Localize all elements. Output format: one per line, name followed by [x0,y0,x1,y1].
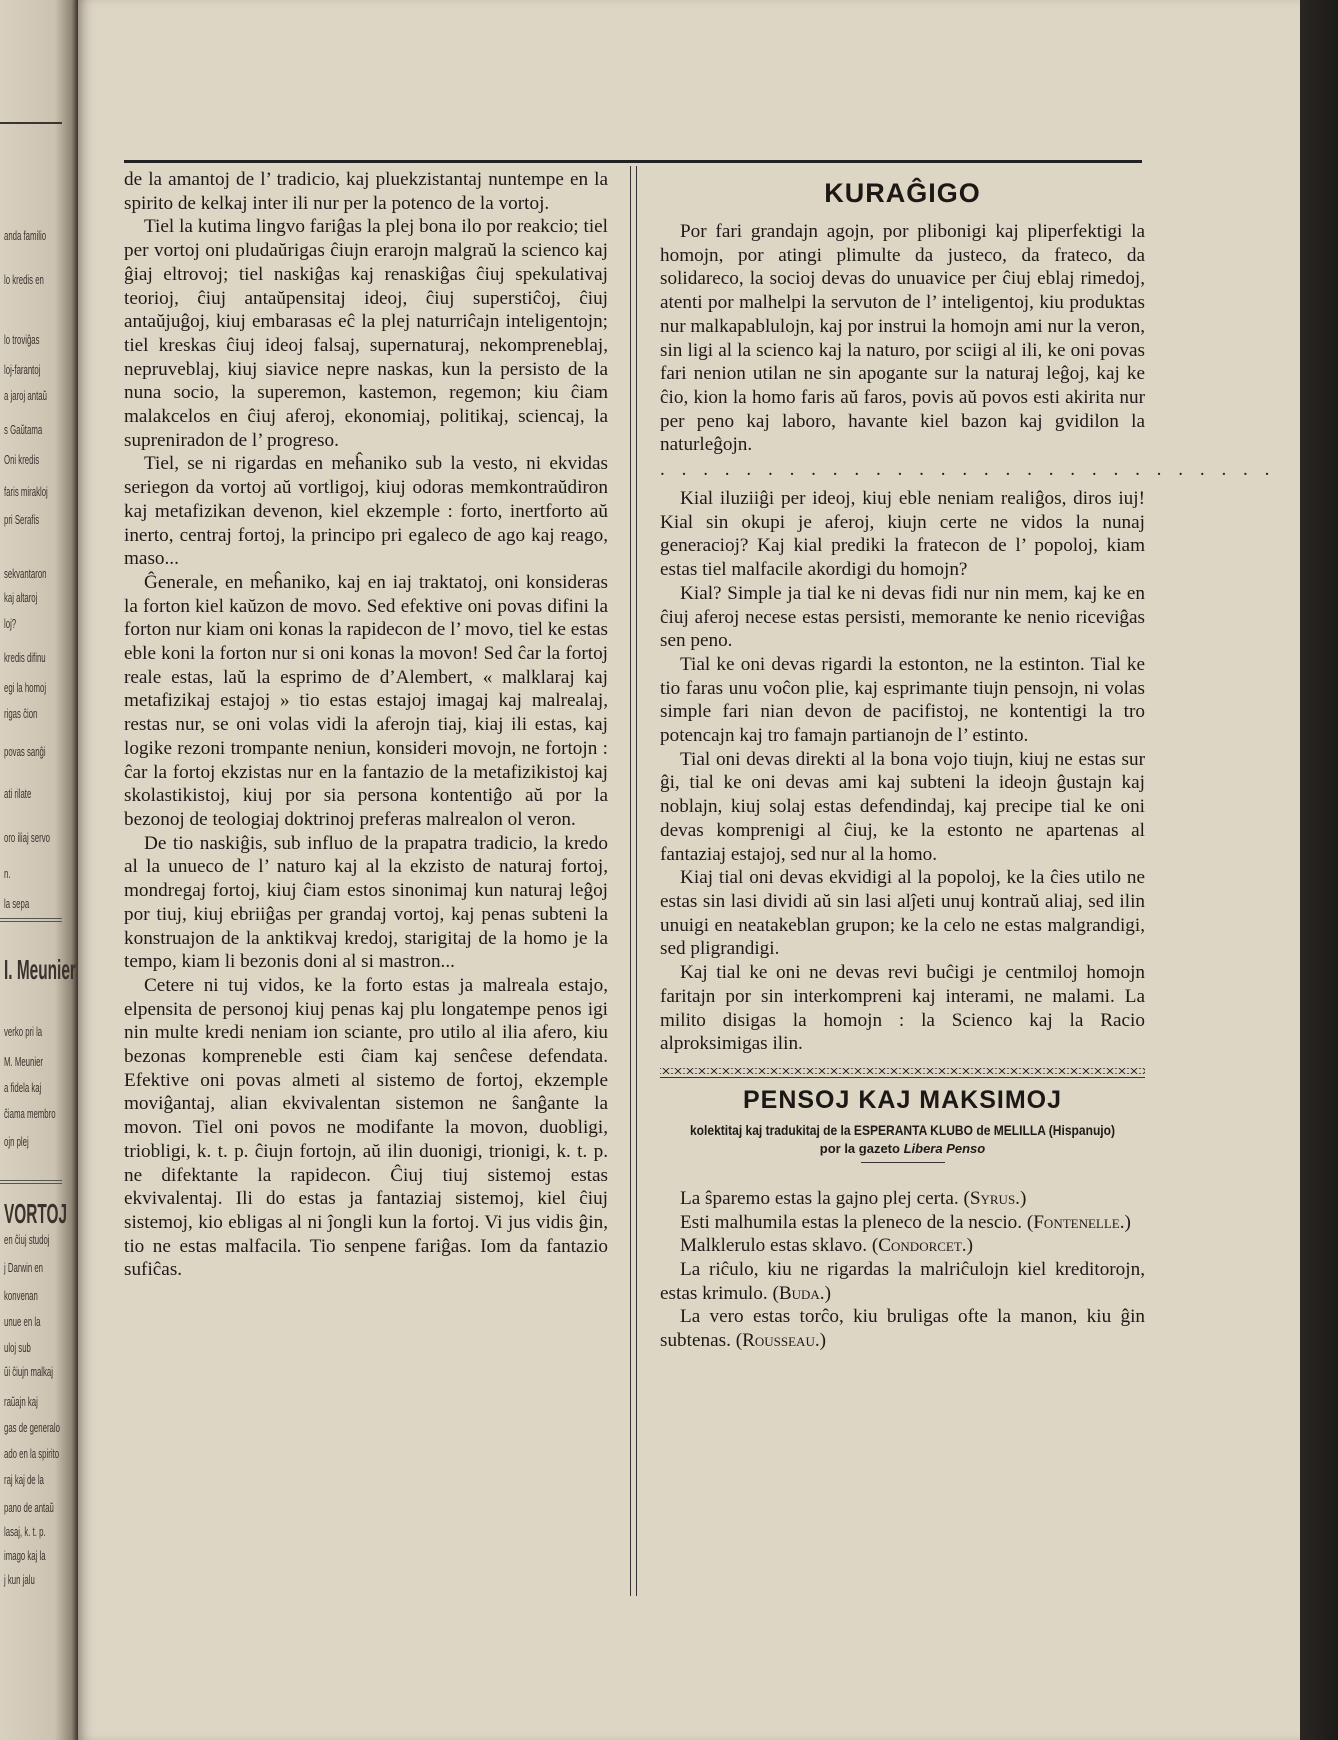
previous-page-fragment: j kun jalu [4,1572,35,1587]
previous-page-fragment: faris mirakloj [4,484,48,499]
top-rule [124,160,1142,163]
previous-page-fragment: Oni kredis [4,452,40,467]
previous-page-fragment: sekvantaron [4,566,47,581]
previous-page-fragment: lasaj, k. t. p. [4,1524,46,1539]
previous-page-fragment: loj-farantoj [4,362,41,377]
dotted-separator: . . . . . . . . . . . . . . . . . . . . . . . . . . . . . [660,459,1276,481]
paragraph: Tial oni devas direkti al la bona vojo tiujn, kiuj ne estas sur ĝi, tial ke oni devas ami kaj subteni la ideojn ĝustajn kaj noblajn, kiuj solaj estas defendindaj, kaj precipe tial ke oni devas komprenigi al ĉiuj, ke la estonto ne apartenas al fantaziaj estajoj, sed nur al la homo. [660,748,1145,865]
previous-page-fragment: oro iliaj servo [4,830,50,845]
previous-page-fragment: egi la homoj [4,680,47,695]
page-edge [1300,0,1338,1740]
maxims-list [660,1187,1145,1353]
previous-page-fragment: I. Meunier [4,954,76,985]
maxim-text: Esti malhumila estas la pleneco de la nescio. [680,1211,1023,1233]
paragraph: Kiaj tial oni devas ekvidigi al la popoloj, ke la ĉies utilo ne estas sin lasi dividi aŭ sin lasi alĵeti unuj kontraŭ aliaj, sed ilin unuigi en neatakeblan grupon; ke la celo ne estas malgrandigi, sed pligrandigi. [660,867,1145,960]
previous-page-fragment: rigas ĉion [4,706,38,721]
maxim [660,1211,1145,1235]
pensoj-source [660,1140,1145,1158]
column-divider-inner [636,166,637,1596]
previous-page-fragment: en ĉiuj studoj [4,1232,50,1247]
previous-page-double-rule [0,1180,62,1184]
paragraph: de la amantoj de l’ tradicio, kaj pluekzistantaj nuntempe en la spirito de kelkaj inter ili nur per la potenco de la vortoj. [124,169,608,214]
maxim [660,1258,1145,1305]
maxim-text: La vero estas torĉo, kiu bruligas ofte la manon, kiu ĝin subtenas. [660,1306,1145,1352]
maxim-text: La riĉulo, kiu ne rigardas la malriĉulojn kiel kreditorojn, estas krimulo. [660,1259,1145,1304]
previous-page-fragment: lo kredis en [4,272,44,287]
previous-page-fragment: uloj sub [4,1340,31,1355]
previous-page-fragment: loj? [4,616,17,631]
previous-page-fragment: M. Meunier [4,1054,44,1069]
maxim-author: (Condorcet.) [871,1235,973,1257]
maxim-author: (Buda.) [772,1282,831,1304]
maxim [660,1305,1145,1352]
previous-page-fragment: ati rilate [4,786,32,801]
previous-page-fragment: unue en la [4,1314,41,1329]
previous-page-edge [0,0,78,1740]
previous-page-fragment: VORTOJ [4,1198,68,1229]
wavy-separator [660,1066,1145,1075]
pensoj-subtitle: kolektitaj kaj tradukitaj de la ESPERANTA KLUBO de MELILLA (Hispanujo) [689,1121,1116,1138]
previous-page-fragment: lo troviĝas [4,332,40,347]
previous-page-fragment: anda familio [4,228,47,243]
previous-page-fragment: povas sanĝi [4,744,46,759]
previous-page-fragment: ĉiama membro [4,1106,56,1121]
paragraph: Cetere ni tuj vidos, ke la forto estas ja malreala estajo, elpensita de personoj kiuj penas kaj plu longatempe penos igi nin multe kredi neniam ion sciante, pro utilo al ilia afero, kiu bezonas kompreneble esti ĉiam kaj senĉese defendata. Efektive oni povas almeti al sistemo de fortoj, ekzemple moviĝantaj, alian ekvivalentan sistemon ne ŝanĝante la movon. Tiel oni povos ne modifante la movon, duobligi, triobligi, k. t. p. ĉiujn fortojn, aŭ ilin duonigi, trionigi, k. t. p. ne difektante la rapidecon. Ĉiuj tiuj sistemoj estas ekvivalentaj. Ili do estas ja fantaziaj sistemoj, kiel ĉiuj sistemoj, kio ebligas al ni ĵongli kun la fortoj. Vi jus vidis ĝin, tio ne estas malfacila. Tio senpene fariĝas. Iom da fantazio sufiĉas. [124,974,608,1281]
pensoj-source-name: Libera Penso [903,1140,986,1156]
maxim [660,1234,1145,1258]
previous-page-fragment: la sepa [4,896,30,911]
paragraph: Tiel, se ni rigardas en meĥaniko sub la vesto, ni ekvidas seriegon da vortoj aŭ vortligoj, kiuj odoras memkontraŭdiron kaj metafizikan devenon, kiel ekzemple : forto, inertforto aŭ inerto, centraj fortoj, la principo pri egaleco de ago kaj reago, maso... [124,453,608,570]
paragraph: Ĝenerale, en meĥaniko, kaj en iaj traktatoj, oni konsideras la forton kiel kaŭzon de movo. Sed efektive oni povas difini la forton nur kiam oni konas la rapidecon de l’ movo, tiel ke estas eble koni la forton nur si oni konas la movon! Sed ĉar la fortoj reale estas, laŭ la esprimo de d’Alembert, « malklaraj kaj metafizikaj estajoj » tio estas estajoj imagaj kaj malrealaj, restas nur, se oni volas vidi la aferojn tiaj, kiaj ili estas, kaj logike rezoni trompante neniun, konsideri movojn, ne fortojn : ĉar la fortoj ekzistas nur en la fantazio de la metafizikistoj kaj skolastikistoj, kiuj por sia persona kontentiĝo aŭ por la bezonoj de teologiaj doktrinoj preferas malrealon ol veron. [124,571,608,830]
previous-page-fragment: n. [4,866,11,881]
paragraph: De tio naskiĝis, sub influo de la prapatra tradicio, la kredo al la unueco de l’ naturo kaj al la ekzisto de naturaj fortoj, mondregaj fortoj, kiuj ĉiam estos sinonimaj kun naturaj leĝoj por tiuj, kiuj ebriiĝas per grandaj vortoj, kaj penas subteni la konstruajon de la anktikvaj kredoj, starigitaj de la homo je la tempo, kiam li bezonis doni al si mastron... [124,832,608,973]
pensoj-heading: PENSOJ KAJ MAKSIMOJ [742,1085,1063,1114]
previous-page-fragment: ado en la spirito [4,1446,60,1461]
previous-page-fragment: verko pri la [4,1024,43,1039]
maxim-author: (Syrus.) [963,1187,1027,1209]
previous-page-double-rule [0,918,62,922]
right-column [660,168,1276,1353]
separator-line [660,1077,1145,1078]
paragraph: Kial iluziiĝi per ideoj, kiuj eble neniam realiĝos, diros iuj! Kial sin okupi je aferoj, kiujn certe ne vidos la nunaj generacioj? Kaj kial prediki la fratecon de l’ popoloj, kiam estas tiel malfacile akordigi du homojn? [660,488,1145,581]
maxim-author: (Rousseau.) [735,1330,827,1352]
previous-page-fragment: j Darwin en [4,1260,44,1275]
paragraph: Kaj tial ke oni ne devas revi buĉigi je centmiloj homojn faritajn por sin interkompreni kaj interami, ne malami. La milito disigas la homojn : la Scienco kaj la Racio alproksimigas ilin. [660,962,1145,1055]
previous-page-fragment: raj kaj de la [4,1472,44,1487]
previous-page-fragment: konvenan [4,1288,38,1303]
previous-page-fragment: a jaroj antaŭ [4,388,47,403]
paragraph: Por fari grandajn agojn, por plibonigi kaj pliperfektigi la homojn, por atingi plimulte da justeco, da frateco, da solidareco, la socioj devas do unuavice per ĉiuj eblaj rimedoj, atenti por malhelpi la servuton de l’ inteligentoj, kiu produktas nur malkapablulojn, kaj por instrui la homojn ami nur la veron, sin ligi al la scienco kaj la naturo, por sciigi al ili, ke oni povas fari nenion utilan ne sin apogante sur la naturaj leĝoj, kaj ke ĉio, kion la homo faris aŭ faros, povis aŭ povos esti akirita nur per peno kaj laboro, havante kiel bazon kaj gvidilon la naturleĝojn. [660,221,1145,456]
maxim [660,1187,1145,1211]
kuragigo-heading: KURAĜIGO [824,178,981,208]
previous-page-fragment: a fidela kaj [4,1080,42,1095]
left-column [124,168,608,1282]
maxim-author: (Fontenelle.) [1026,1211,1131,1233]
column-divider [630,166,631,1596]
previous-page-fragment: kredis difinu [4,650,46,665]
pensoj-source-prefix: por la gazeto [819,1140,900,1156]
maxim-text: La ŝparemo estas la gajno plej certa. [680,1187,959,1209]
paragraph: Tiel la kutima lingvo fariĝas la plej bona ilo por reakcio; tiel per vortoj oni pludaŭrigas ĉiujn erarojn malgraŭ la scienco kaj ĝiaj eltrovoj; tiel naskiĝas kaj renaskiĝas ĉiuj spekulativaj teorioj, ĉiuj antaŭpensitaj ideoj, ĉiuj superstiĉoj, ĉiuj antaŭjuĝoj, kiuj embarasas eĉ la plej naturriĉajn inteligentojn; tiel kreskas ĉiuj ideoj falsaj, supernaturaj, nekompreneblaj, nepruveblaj, kiuj siavice nepre naskas, kun la persisto de la nuna socio, la superemon, kastemon, regemon; kiu ĉiam malakcelos en ĉiuj aferoj, ekonomiaj, politikaj, sciencaj, la supreniradon de l’ progreso. [124,216,608,451]
previous-page-fragment: pri Serafis [4,512,40,527]
previous-page-fragment: kaj altaroj [4,590,38,605]
previous-page-fragment: raŭajn kaj [4,1394,38,1409]
previous-page-fragment: pano de antaŭ [4,1500,54,1515]
maxim-text: Malklerulo estas sklavo. [680,1235,868,1257]
previous-page-fragment: gas de generalo [4,1420,60,1435]
paragraph: Tial ke oni devas rigardi la estonton, ne la estinton. Tial ke tio faras unu voĉon plie, kaj esprimante tiujn pensojn, ni volas simple fari nian devon de pacifistoj, ne kontentigi la tro potencajn kaj tro famajn partianojn de l’ estinto. [660,653,1145,747]
previous-page-fragment: ojn plej [4,1134,29,1149]
short-rule [861,1162,945,1163]
previous-page-fragment: imago kaj la [4,1548,46,1563]
previous-page-fragment: ŭi ĉiujn malkaj [4,1364,53,1379]
paragraph: Kial? Simple ja tial ke ni devas fidi nur nin mem, kaj ke en ĉiuj aferoj necese estas persisti, memorante ke nenio riceviĝas sen peno. [660,582,1145,652]
previous-page-rule [0,122,62,124]
previous-page-fragment: s Gaŭtama [4,422,43,437]
